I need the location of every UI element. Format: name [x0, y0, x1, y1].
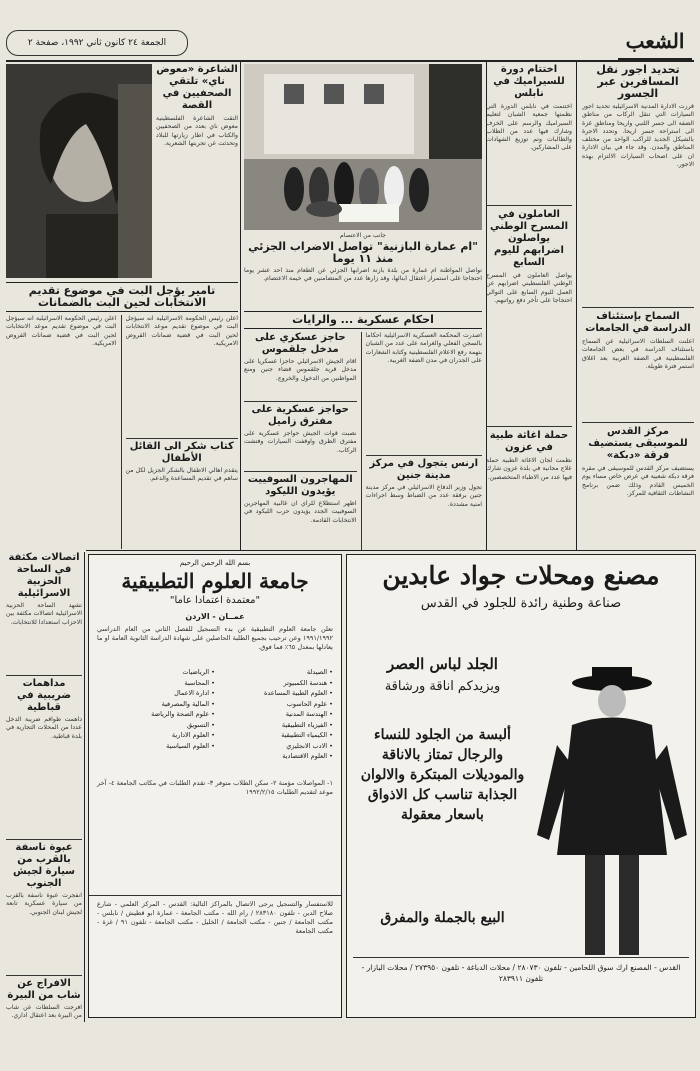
major-item: • علوم الحاسوب — [286, 699, 333, 708]
far-left-rule — [84, 552, 85, 1022]
article-body: يواصل العاملون في المسرح الوطني الفلسطيني اضرابهم عن العمل لليوم السابع على التوالي احتجاجا على تأخر دفع رواتبهم. — [486, 272, 572, 304]
university-ad — [88, 554, 342, 1018]
article-body: اعلنت السلطات الاسرائيلية عن السماح باستئناف الدراسة في بعض الجامعات الفلسطينية في الضفة الغربية بعد اغلاق استمر فترة طويلة. — [582, 338, 694, 370]
major-item: • المحاسبة — [184, 678, 215, 687]
article-body: نصبت قوات الجيش حواجز عسكرية على مفترق الطرق واوقفت السيارات وفتشت الركاب. — [244, 430, 357, 454]
header-rule — [6, 60, 694, 62]
university-intro: تعلن جامعة العلوم التطبيقية عن بدء التسجيل للفصل الثاني من العام الدراسي ١٩٩١/١٩٩٢ وعن ترحيب بجميع الطلبة الحاصلين على شهادة الدراسة الثانوية العامة او ما يعادلها بمعدل ٦٥٪ فما فوق. — [97, 625, 333, 651]
poet-article — [152, 64, 238, 278]
majors-right — [215, 667, 333, 775]
bismillah: بسم الله الرحمن الرحيم — [179, 559, 251, 567]
leather-sale: البيع بالجملة والمفرق — [380, 910, 505, 926]
major-item: • هندسة الكمبيوتر — [283, 678, 333, 687]
headline: حاجز عسكري على مدخل جلقموس — [254, 332, 346, 355]
headline: تامير يؤجل البت في موضوع تقديم الانتخابات لحين البت بالضمانات — [6, 282, 238, 312]
model-photo — [537, 655, 687, 965]
poet-portrait-drawing — [6, 64, 152, 278]
headline: المهاجرون السوفييت يؤيدون الليكود — [244, 471, 357, 498]
protest-photo — [244, 64, 482, 230]
headline: تحديد اجور نقل المسافرين عبر الجسور — [596, 63, 680, 100]
leather-slogans — [355, 655, 530, 694]
leather-title: مصنع ومحلات جواد عابدين — [382, 561, 660, 590]
leather-slogan-1: الجلد لباس العصر — [387, 655, 498, 673]
newspaper-logo: الشعب — [618, 26, 692, 60]
leather-slogan-2: ويزيدكم اناقة ورشاقة — [384, 679, 501, 694]
headline: مداهمات ضريبية في قباطية — [6, 675, 82, 714]
article-body: تجول وزير الدفاع الاسرائيلي في مركز مدينة جنين برفقة عدد من الضباط وسط اجراءات امنية مشددة. — [365, 484, 482, 508]
headline: الشاعرة «معوض ناي» تلتقي الصحفيين في القصة — [156, 64, 238, 111]
article-body: تواصل المواطنة ام عمارة من بلدة بازنة اضرابها الجزئي عن الطعام منذ احد عشر يوما احتجاجا على استمرار اعتقال ابنائها، وقد زارها عدد من المتضامنين في خيمة الاعتصام. — [244, 267, 482, 283]
major-item: • العلوم الطبية المساعدة — [263, 689, 333, 697]
headline: عبوة ناسفة بالقرب من سيارة لجيش الجنوب — [6, 839, 82, 890]
article-body: داهمت طواقم ضريبة الدخل عددا من المحلات التجارية في بلدة قباطية. — [6, 716, 82, 740]
article-body: اعلن رئيس الحكومة الاسرائيلية انه سيؤجل البت في موضوع تقديم موعد الانتخابات لحين البت في قضية ضمانات القروض الامريكية. — [125, 315, 238, 347]
major-item: • الصيدلة — [306, 668, 333, 676]
major-item: • التسويق — [186, 720, 215, 729]
left-subcols — [6, 315, 238, 549]
leather-ad — [346, 554, 696, 1018]
major-item: • العلوم الادارية — [171, 731, 215, 739]
portrait-block — [6, 64, 238, 278]
major-item: • علوم الصحة والرياضة — [151, 710, 215, 718]
article-body: التقت الشاعرة الفلسطينية معوض ناي بعدد من الصحفيين والكتاب في اطار زيارتها للبلاد وتحدثت عن تجربتها الشعرية. — [156, 115, 238, 147]
major-item: • الرياضيات — [182, 668, 215, 676]
col-rule-3 — [240, 62, 241, 550]
university-subtitle: "معتمدة اعتمادا عاما" — [169, 595, 261, 606]
university-city: عمــان - الاردن — [185, 612, 245, 621]
headline: الافراج عن شاب من البيرة — [6, 975, 82, 1002]
article-body: قررت الادارة المدنية الاسرائيلية تحديد اجور السيارات التي تنقل الركاب من مناطق الضفة الى جسر اللنبي واريحا ومناطق غزة الى استراحة جسر اريحا. وتحدد الاجرة بالشيكل الجديد للراكب الواحد من مختلف المناطق والمدن. وقد جاء في بيان الادارة ان على اصحاب السيارات الالتزام بهذه الاجور. — [582, 103, 694, 169]
poet-portrait — [6, 64, 152, 278]
article-body: تشهد الساحة الحزبية الاسرائيلية اتصالات مكثفة بين الاحزاب استعدادا للانتخابات. — [6, 602, 82, 626]
article-body: نظمت لجان الاغاثة الطبية حملة علاج مجانية في بلدة عزون شارك فيها عدد من الاطباء المتخصصين. — [486, 457, 572, 481]
col-2 — [486, 64, 572, 548]
major-item: • الهندسة المدنية — [285, 710, 333, 718]
majors-list — [89, 667, 341, 775]
major-item: • ادارة الاعمال — [174, 689, 215, 697]
headline: "ام عمارة البازنية" تواصل الاضراب الجزئي منذ ١١ يوما — [248, 240, 478, 265]
article-body: انفجرت عبوة ناسفة بالقرب من سيارة عسكرية تابعة لجيش لبنان الجنوبي. — [6, 892, 82, 916]
headline: السماح بإستئناف الدراسة في الجامعات — [582, 307, 694, 335]
major-item: • الكيمياء التطبيقية — [281, 731, 333, 739]
headline: احكام عسكرية ... والرايات — [244, 311, 482, 329]
article-body: يتقدم اهالي الاطفال بالشكر الجزيل لكل من ساهم في تقديم المساعدة والدعم. — [125, 467, 238, 483]
leather-tagline: صناعة وطنية رائدة للجلود في القدس — [420, 596, 622, 611]
major-item: • العلوم السياسية — [166, 741, 215, 750]
university-offices: للاستفسار والتسجيل يرجى الاتصال بالمراكز التالية: القدس - المركز العلمي - شارع صلاح الدين - تلفون ٢٨٣١٨٠ / رام الله - مكتب الجامعة - عمارة ابو قطيش / نابلس - مكتب الجامعة / جنين - مكتب الجامعة / الخليل - مكتب الجامعة - تلفون ٩١ / غزة - مكتب الجامعة — [89, 895, 341, 996]
headline: مركز القدس للموسيقى يستضيف فرقة «دبكة» — [582, 422, 694, 462]
center-subcol-right — [361, 332, 482, 550]
university-title: جامعة العلوم التطبيقية — [121, 569, 309, 593]
major-item: • الادب الانجليزي — [286, 741, 333, 750]
leather-contacts: القدس - المصنع ارك سوق اللحامين - تلفون ٢٨٠٧٣٠ / محلات الدباغة - تلفون ٢٧٣٩٥٠ / محلات البازار - تلفون ٢٨٣٩١١ — [353, 957, 689, 984]
leather-body: ألبسة من الجلود للنساء والرجال تمتاز بالاناقة والموديلات المبتكرة والالوان الجذابة تناسب كل الاذواق باسعار معقولة — [360, 727, 525, 823]
col-far-left — [6, 552, 82, 1022]
article-body: اصدرت المحكمة العسكرية الاسرائيلية احكاما بالسجن الفعلي والغرامة على عدد من الشبان بتهمة رفع الاعلام الفلسطينية وكتابة الشعارات على الجدران في مدن الضفة الغربية. — [365, 332, 482, 364]
article-body: يستضيف مركز القدس للموسيقى في مقره فرقة دبكة شعبية في عرض خاص مساء يوم الخميس القادم وذلك ضمن برنامج النشاطات الثقافية للمركز. — [582, 465, 694, 497]
protest-photo-drawing — [244, 64, 482, 230]
left-subcol-a — [121, 315, 238, 549]
article-body: اعلن رئيس الحكومة الاسرائيلية انه سيؤجل البت في موضوع تقديم موعد الانتخابات لحين البت في قضية ضمانات القروض الامريكية. — [6, 315, 117, 347]
article-body: افرجت السلطات عن شاب من البيرة بعد اعتقال اداري. — [6, 1004, 82, 1020]
headline: ارنس يتجول في مركز مدينة جنين — [366, 455, 482, 482]
headline: حواجز عسكرية على مفترق زاميل — [244, 401, 357, 428]
majors-left — [97, 667, 215, 775]
headline: اختتام دورة للسيراميك في نابلس — [493, 64, 565, 99]
headline: حملة اغاثة طبية في عزون — [486, 426, 572, 454]
headline: اتصالات مكثفة في الساحة الحزبية الاسرائيلية — [8, 552, 80, 599]
col-rule-1 — [576, 62, 577, 550]
major-item: • المالية والمصرفية — [161, 699, 215, 708]
article-body: اقام الجيش الاسرائيلي حاجزا عسكريا على مدخل قرية جلقموس قضاء جنين ومنع المواطنين من الدخول والخروج. — [244, 358, 357, 382]
model-photo-drawing — [537, 655, 687, 965]
major-item: • العلوم الاقتصادية — [282, 752, 333, 760]
col-right — [582, 64, 694, 548]
col-center — [244, 64, 482, 548]
article-body: اختتمت في نابلس الدورة التي نظمتها جمعية الشبان لتعليم السيراميك والرسم على الخزف وشارك فيها عدد من الطلاب والطالبات وتم توزيع الشهادات على المشاركين. — [486, 103, 572, 152]
center-subcol-left — [244, 332, 361, 550]
center-subcols — [244, 332, 482, 550]
headline: كتاب شكر الى القائل الأطفال — [126, 438, 238, 465]
date-line: الجمعة ٢٤ كانون ثاني ١٩٩٢، صفحة ٢ — [6, 30, 188, 56]
article-body: اظهر استطلاع للرأي ان غالبية المهاجرين السوفييت الجدد يؤيدون حزب الليكود في الانتخابات القادمة. — [244, 500, 357, 524]
ads-top-rule — [86, 550, 696, 551]
left-subcol-b — [6, 315, 121, 549]
university-notes: ١- المواصلات مؤمنة ٢- سكن الطلاب متوفر ٣- تقدم الطلبات في مكاتب الجامعة ٤- آخر موعد لتقديم الطلبات ١٩٩٢/٢/١٥ — [97, 779, 333, 796]
col-left — [6, 64, 238, 548]
headline: العاملون في المسرح الوطني يواصلون اضرابهم لليوم السابع — [486, 205, 572, 269]
photo-caption: جانب من الاعتصام — [340, 232, 386, 239]
major-item: • الفيزياء التطبيقية — [281, 720, 333, 729]
